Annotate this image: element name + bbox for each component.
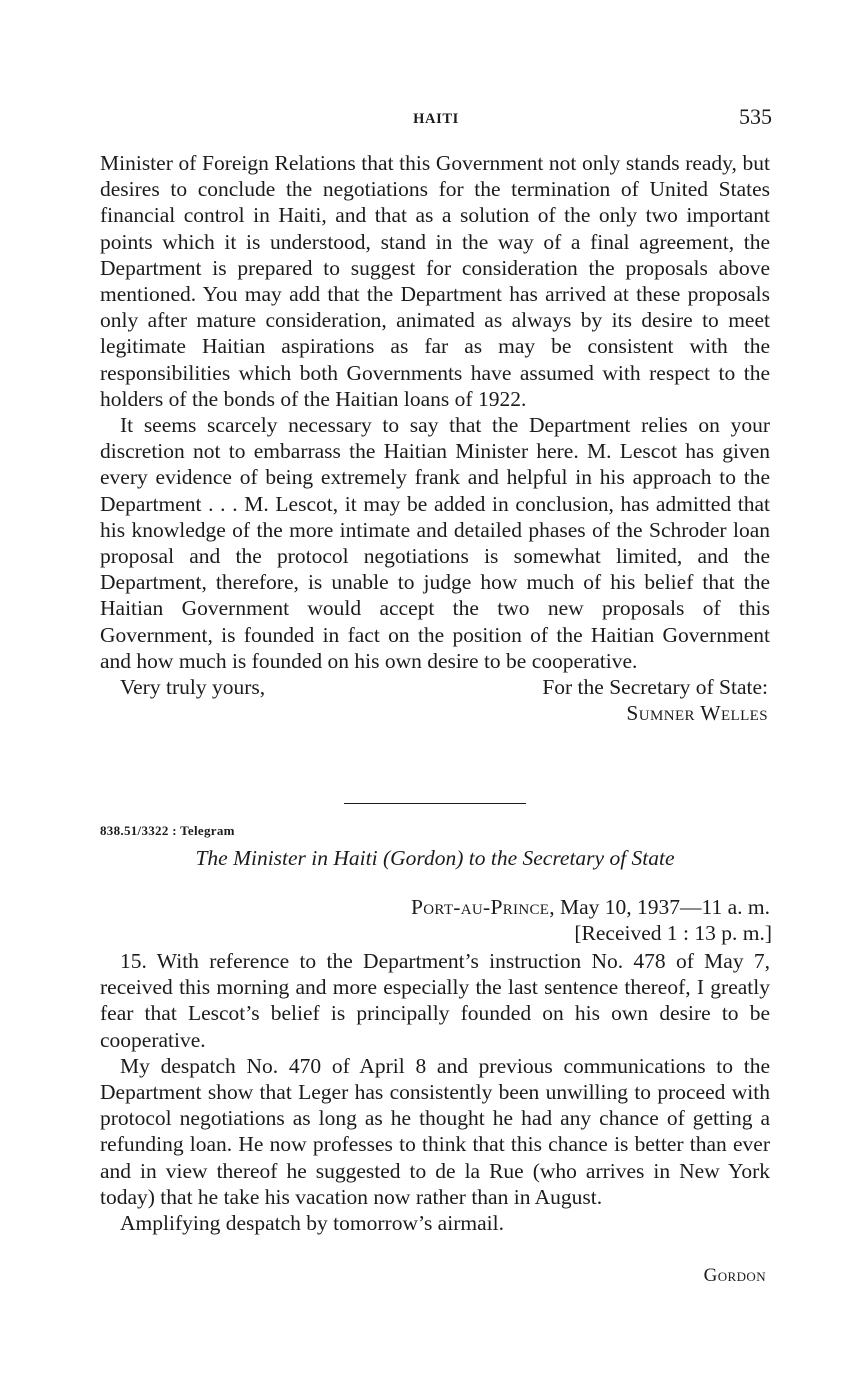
section-divider [344, 803, 526, 804]
telegram-file-reference: 838.51/3322 : Telegram [100, 823, 235, 838]
letter-body [100, 150, 770, 726]
letter-signoff-prefix: For the Secretary of State: [542, 675, 768, 700]
telegram-paragraph-1: 15. With reference to the Department’s instruction No. 478 of May 7, received this morning and more especially the last sentence thereof, I greatly fear that Lescot’s belief is principally founded on his own desire to be cooperative. [100, 949, 770, 1052]
telegram-date: , May 10, 1937—11 a. m. [549, 895, 770, 919]
page-header [100, 104, 772, 134]
telegram-received: [Received 1 : 13 p. m.] [574, 921, 772, 945]
letter-closing-row [100, 674, 770, 700]
letter-closing: Very truly yours, [120, 675, 266, 700]
telegram-paragraph-3: Amplifying despatch by tomorrow’s airmail. [120, 1211, 504, 1236]
telegram-dateline [411, 894, 770, 920]
telegram-paragraph-2: My despatch No. 470 of April 8 and previous communications to the Department show that Leger has consistently been unwilling to proceed with protocol negotiations as long as he thought he had any chance of getting a refunding loan. He now professes to think that this chance is better than ever and in view thereof he suggested to de la Rue (who arrives in New York today) that he take his vacation now rather than in August. [100, 1053, 770, 1209]
letter-signer: Sumner Welles [626, 701, 768, 726]
telegram-signer: Gordon [703, 1265, 766, 1286]
telegram-title: The Minister in Haiti (Gordon) to the Secretary of State [195, 846, 675, 870]
telegram-place: Port-au-Prince [411, 895, 550, 919]
page-number: 535 [739, 104, 772, 129]
running-head: HAITI [413, 111, 459, 127]
letter-paragraph-1: Minister of Foreign Relations that this Government not only stands ready, but desires to conclude the negotiations for the termination of United States financial control in Haiti, and that as a solution of the only two important points which it is understood, stand in the way of a final agreement, the Department is prepared to suggest for consideration the proposals above mentioned. You may add that the Department has arrived at these proposals only after mature consideration, animated as always by its desire to meet legitimate Haitian aspirations as far as may be consistent with the responsibilities which both Governments have assumed with respect to the holders of the bonds of the Haitian loans of 1922. [100, 151, 770, 411]
telegram-body [100, 948, 770, 1236]
letter-paragraph-2: It seems scarcely necessary to say that the Department relies on your discretion not to embarrass the Haitian Minister here. M. Lescot has given every evidence of being extremely frank and helpful in his approach to the Department . . . M. Lescot, it may be added in conclusion, has admitted that his knowledge of the more intimate and detailed phases of the Schroder loan proposal and the protocol negotiations is somewhat limited, and the Department, therefore, is unable to judge how much of his belief that the Haitian Government would accept the two new proposals of this Government, is founded in fact on the position of the Haitian Government and how much is founded on his own desire to be cooperative. [100, 413, 770, 673]
